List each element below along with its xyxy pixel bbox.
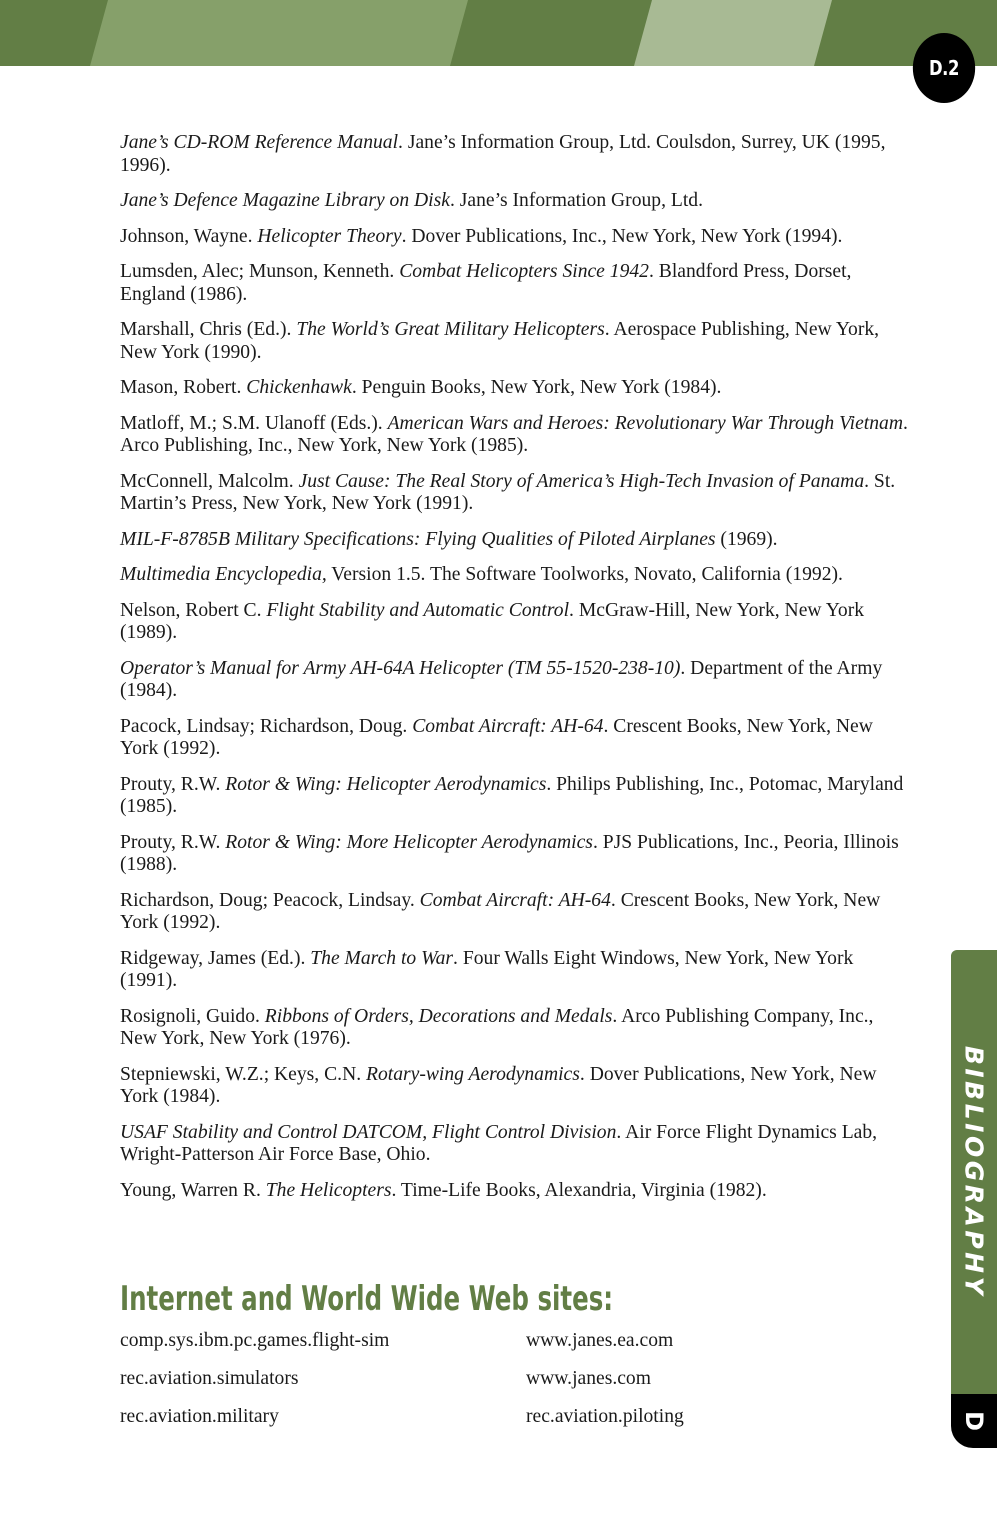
entry-author: Lumsden, Alec; Munson, Kenneth. xyxy=(120,261,400,282)
entry-author: Richardson, Doug; Peacock, Lindsay. xyxy=(120,889,420,911)
bibliography-entry xyxy=(120,832,910,877)
entry-publication: (1969). xyxy=(715,528,778,550)
entry-publication: . Blandford Press, Dorset, England (1986). xyxy=(120,261,852,305)
bibliography-entry xyxy=(120,261,910,306)
bibliography-entry xyxy=(120,774,910,819)
entry-author: Ridgeway, James (Ed.). xyxy=(120,947,311,969)
web-site-item: comp.sys.ibm.pc.games.flight-sim xyxy=(120,1330,390,1351)
entry-publication: . Crescent Books, New York, New York (1992). xyxy=(120,715,873,759)
entry-author: Prouty, R.W. xyxy=(120,773,226,795)
entry-author: Pacock, Lindsay; Richardson, Doug. xyxy=(120,715,413,737)
entry-title: Combat Aircraft: AH-64 xyxy=(419,889,611,911)
bibliography-entry xyxy=(120,1006,910,1051)
web-sites-list xyxy=(120,1322,740,1436)
entry-publication: Version 1.5. The Software Toolworks, Novato, California (1992). xyxy=(326,564,843,585)
entry-title: Rotor & Wing: More Helicopter Aerodynamics xyxy=(225,831,593,853)
web-site-item: www.janes.com xyxy=(526,1368,651,1389)
bibliography-entry xyxy=(120,319,910,364)
page-number-badge: D.2 xyxy=(913,33,975,103)
bibliography-entry xyxy=(120,1180,910,1203)
entry-title: Flight Stability and Automatic Control xyxy=(266,599,570,621)
entry-author: Marshall, Chris (Ed.). xyxy=(120,319,297,340)
bibliography-entry xyxy=(120,190,910,213)
entry-title: Chickenhawk xyxy=(246,377,352,398)
entry-author: Johnson, Wayne. xyxy=(120,225,258,247)
side-tab-label: BIBLIOGRAPHY xyxy=(959,1045,989,1299)
entry-publication: . Jane’s Information Group, Ltd. xyxy=(449,190,703,211)
bibliography-entry xyxy=(120,1122,910,1167)
entry-publication: . Air Force Flight Dynamics Lab, Wright-Patterson Air Force Base, Ohio. xyxy=(120,1121,878,1165)
entry-publication: . McGraw-Hill, New York, New York (1989). xyxy=(120,599,865,643)
bibliography-entry xyxy=(120,600,910,645)
entry-author: McConnell, Malcolm. xyxy=(120,470,299,492)
entry-publication: . Aerospace Publishing, New York, New York (1990). xyxy=(120,319,880,363)
bibliography-entry xyxy=(120,471,910,516)
entry-title: Just Cause: The Real Story of America’s High-Tech Invasion of Panama xyxy=(298,470,865,492)
section-letter-tab xyxy=(951,1394,997,1448)
entry-publication: . PJS Publications, Inc., Peoria, Illinois (1988). xyxy=(120,831,899,875)
entry-publication: . Jane’s Information Group, Ltd. Coulsdon, Surrey, UK (1995, 1996). xyxy=(120,132,886,176)
entry-title: The Helicopters xyxy=(265,1179,392,1201)
bibliography-entry xyxy=(120,1064,910,1109)
entry-publication: . Dover Publications, Inc., New York, New York (1994). xyxy=(401,225,843,247)
web-sites-heading: Internet and World Wide Web sites: xyxy=(120,1279,614,1319)
entry-title: Helicopter Theory xyxy=(257,225,402,247)
entry-title: The World’s Great Military Helicopters xyxy=(296,319,605,340)
section-side-tab xyxy=(951,950,997,1394)
entry-title: Jane’s Defence Magazine Library on Disk xyxy=(120,190,450,211)
entry-publication: . Four Walls Eight Windows, New York, New York (1991). xyxy=(120,947,854,991)
entry-author: Young, Warren R. xyxy=(120,1179,266,1201)
entry-publication: . Arco Publishing, Inc., New York, New York (1985). xyxy=(120,412,908,456)
bibliography-entry xyxy=(120,890,910,935)
entry-title: Jane’s CD-ROM Reference Manual xyxy=(120,132,399,153)
entry-publication: . Crescent Books, New York, New York (1992). xyxy=(120,889,881,933)
web-site-item: rec.aviation.piloting xyxy=(526,1406,684,1427)
top-banner xyxy=(0,0,997,66)
section-letter: D xyxy=(960,1411,988,1431)
entry-publication: . Time-Life Books, Alexandria, Virginia (1982). xyxy=(391,1179,767,1201)
bibliography-entry xyxy=(120,226,910,249)
banner-stripe xyxy=(90,0,468,66)
banner-stripe xyxy=(634,0,832,66)
entry-publication: . St. Martin’s Press, New York, New York (1991). xyxy=(120,470,896,514)
entry-author: Matloff, M.; S.M. Ulanoff (Eds.). xyxy=(120,412,388,434)
entry-title: Operator’s Manual for Army AH-64A Helicopter (TM 55-1520-238-10) xyxy=(120,657,681,679)
entry-title: The March to War xyxy=(310,947,454,969)
bibliography-list xyxy=(120,132,910,1215)
entry-title: Rotary-wing Aerodynamics xyxy=(366,1063,580,1085)
entry-publication: . Dover Publications, New York, New York (1984). xyxy=(120,1063,877,1107)
entry-title: American Wars and Heroes: Revolutionary War Through Vietnam xyxy=(387,412,903,434)
bibliography-entry xyxy=(120,529,910,552)
entry-title: Multimedia Encyclopedia, xyxy=(120,564,327,585)
entry-title: Ribbons of Orders, Decorations and Medals xyxy=(264,1005,613,1027)
entry-title: Rotor & Wing: Helicopter Aerodynamics xyxy=(225,773,547,795)
entry-publication: . Department of the Army (1984). xyxy=(120,657,883,701)
entry-title: Combat Aircraft: AH-64 xyxy=(412,715,604,737)
entry-author: Mason, Robert. xyxy=(120,377,247,398)
web-site-item: rec.aviation.simulators xyxy=(120,1368,299,1389)
bibliography-entry xyxy=(120,658,910,703)
bibliography-entry xyxy=(120,413,910,458)
entry-title: Combat Helicopters Since 1942 xyxy=(399,261,649,282)
entry-title: USAF Stability and Control DATCOM, Flight Control Division xyxy=(120,1121,617,1143)
entry-author: Prouty, R.W. xyxy=(120,831,226,853)
bibliography-entry xyxy=(120,564,910,587)
web-site-item: www.janes.ea.com xyxy=(526,1330,674,1351)
bibliography-entry xyxy=(120,716,910,761)
bibliography-entry xyxy=(120,132,910,177)
entry-publication: . Philips Publishing, Inc., Potomac, Maryland (1985). xyxy=(120,773,904,817)
bibliography-entry xyxy=(120,948,910,993)
entry-publication: . Penguin Books, New York, New York (1984). xyxy=(351,377,722,398)
entry-author: Stepniewski, W.Z.; Keys, C.N. xyxy=(120,1063,367,1085)
web-site-item: rec.aviation.military xyxy=(120,1406,279,1427)
entry-author: Rosignoli, Guido. xyxy=(120,1005,265,1027)
entry-publication: . Arco Publishing Company, Inc., New York, New York (1976). xyxy=(120,1005,874,1049)
entry-author: Nelson, Robert C. xyxy=(120,599,267,621)
bibliography-entry xyxy=(120,377,910,400)
entry-title: MIL-F-8785B Military Specifications: Flying Qualities of Piloted Airplanes xyxy=(120,528,716,550)
